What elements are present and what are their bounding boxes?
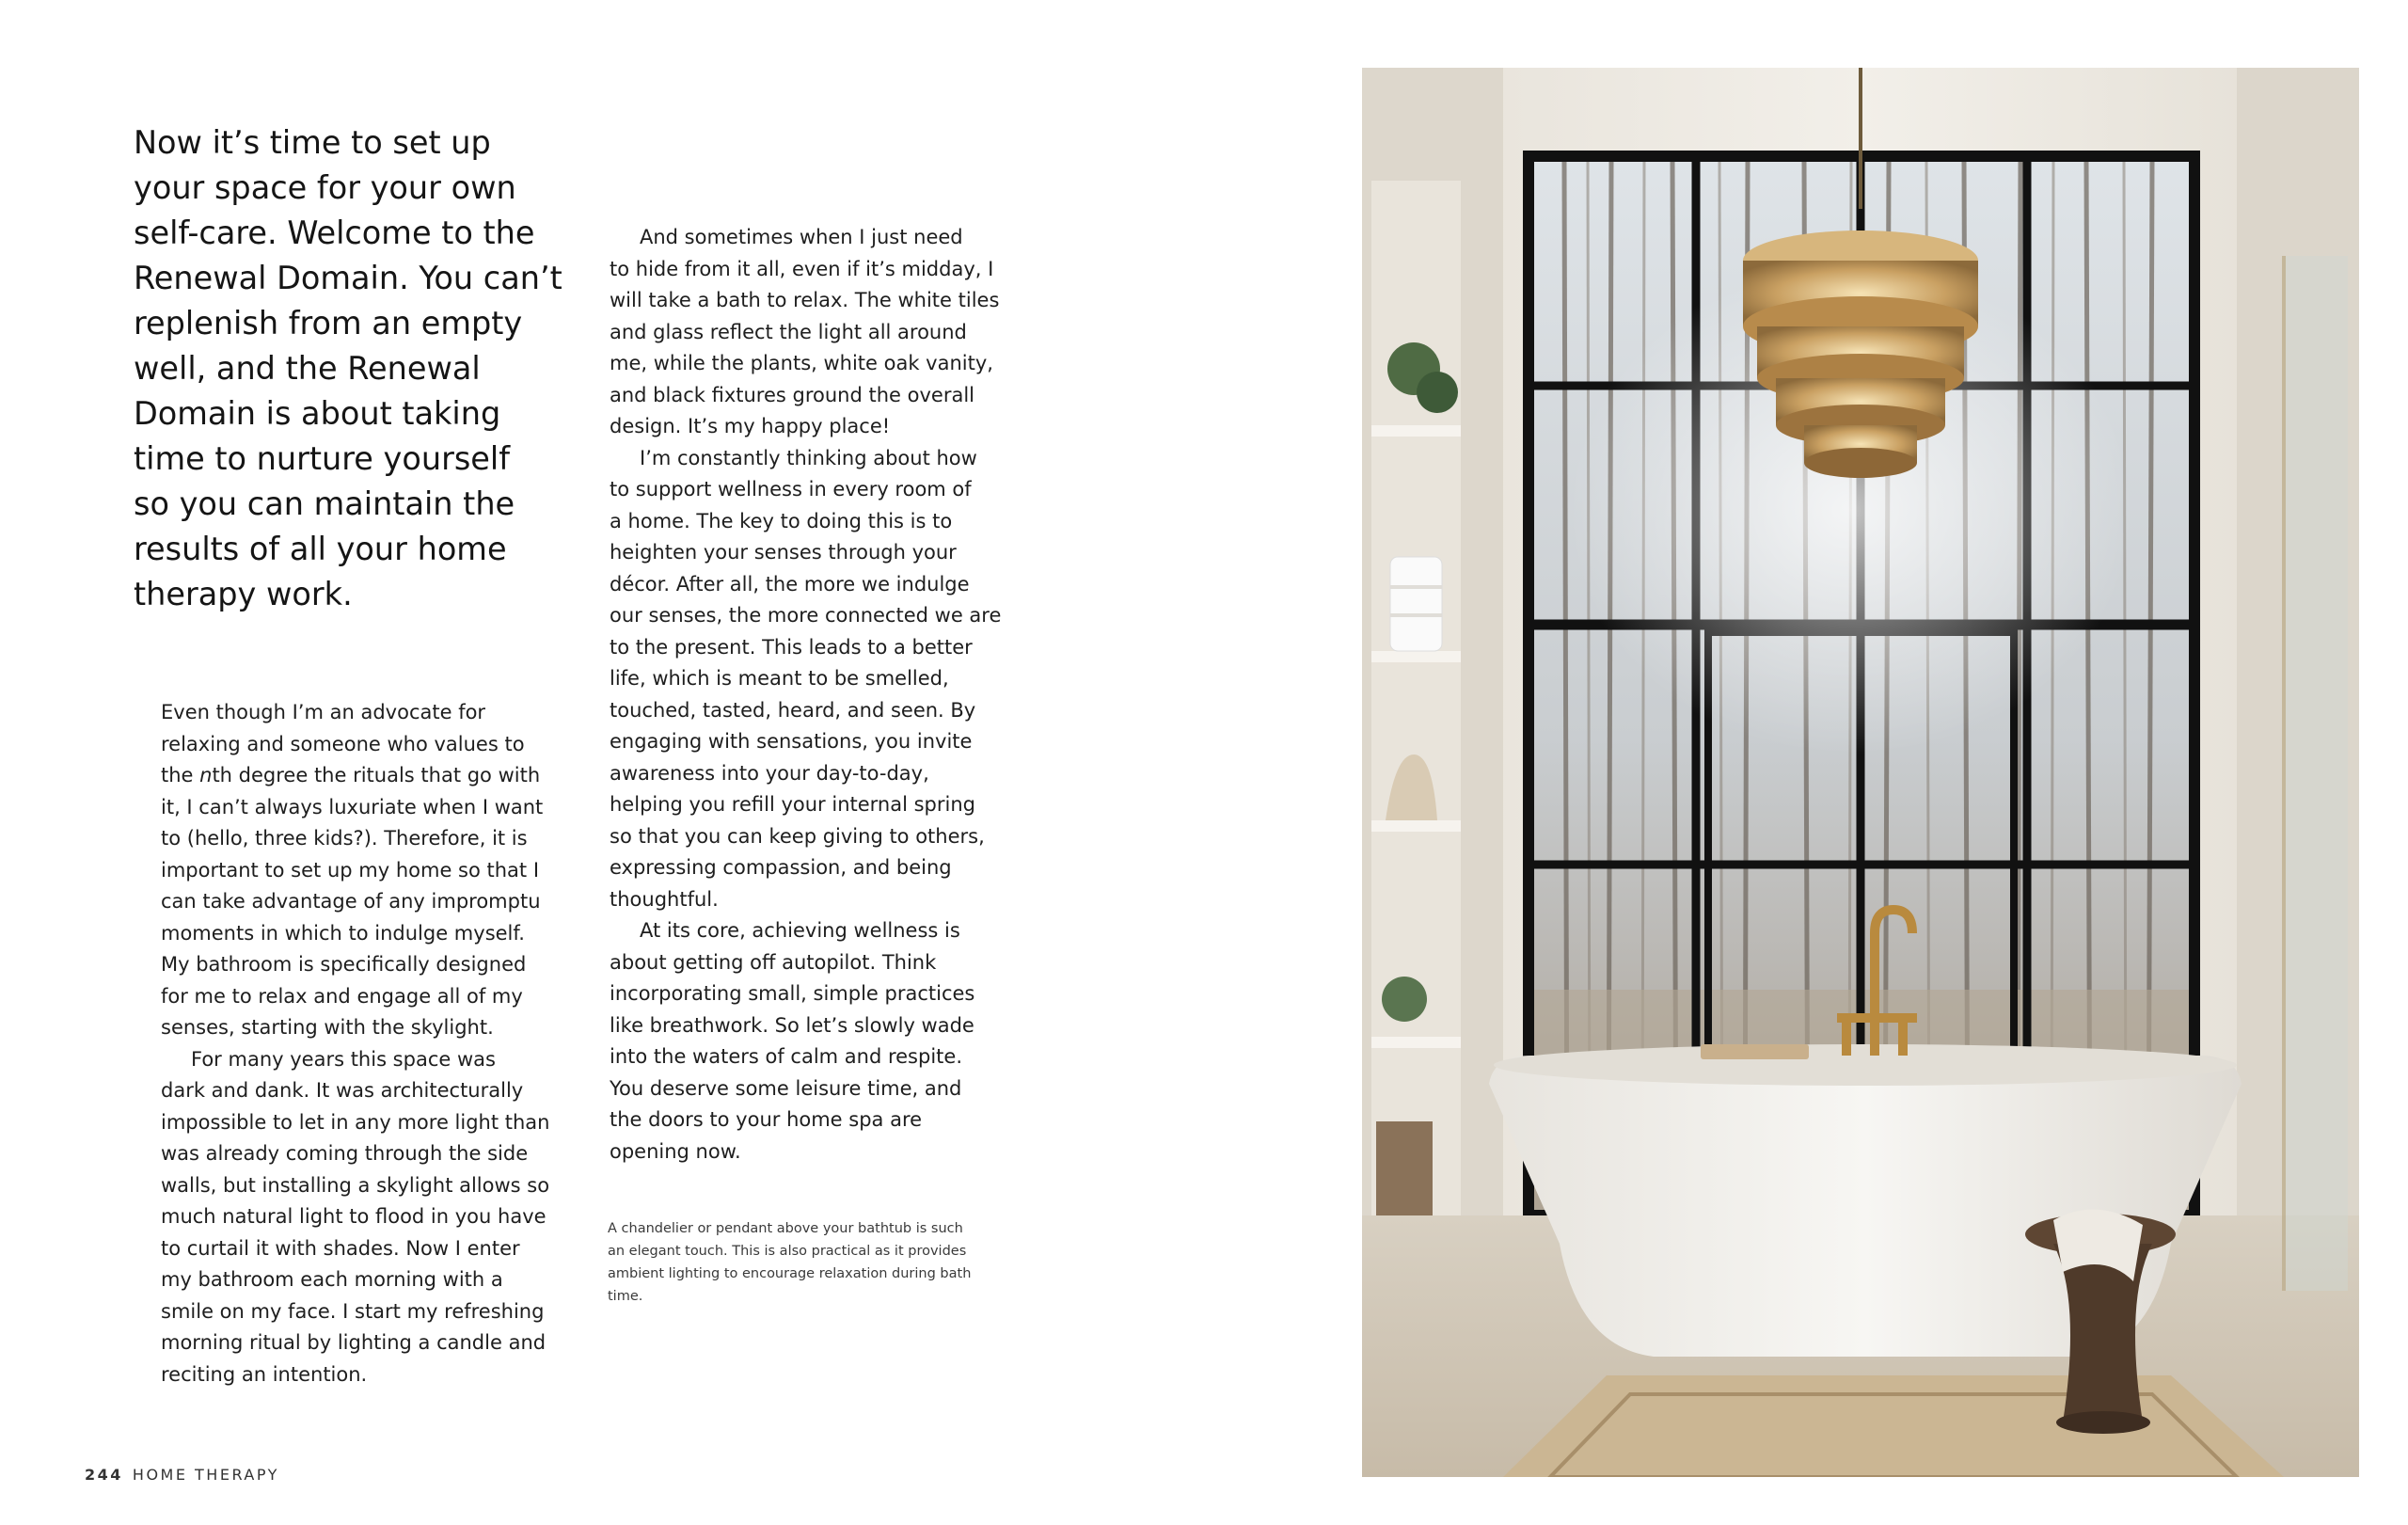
left-paragraph-1-part-a: Even though I’m an advocate for relaxing and someone who values to the (161, 701, 525, 786)
pull-quote: Now it’s time to set up your space for your own self-care. Welcome to the Renewal Domain. You can’t replenish from an empty well, and the Renewal Domain is about taking time to nurture yourself so you can maintain the results of all your home therapy work. (134, 124, 562, 612)
page-folio (85, 1466, 279, 1484)
middle-paragraph-3: At its core, achieving wellness is about getting off autopilot. Think incorporating small, simple practices like breathwork. So let’s slowly wade into the waters of calm and respite. You deserve some leisure time, and the doors to your home spa are opening now. (610, 919, 975, 1163)
middle-body-column (610, 222, 1023, 1168)
rug (1503, 1375, 2284, 1477)
page-number: 244 (85, 1466, 123, 1484)
running-head: HOME THERAPY (132, 1466, 279, 1484)
bathroom-illustration (1362, 68, 2359, 1477)
shelves (1371, 181, 1461, 1272)
left-paragraph-2: For many years this space was dark and dank. It was architecturally impossible to let in any more light than was already coming through the side walls, but installing a skylight allows so much natural light to flood in you have to curtail it with shades. Now I enter my bathroom each morning with a smile on my face. I start my refreshing morning ritual by lighting a candle and reciting an intention. (161, 1047, 550, 1386)
left-paragraph-1-italic: n (199, 764, 213, 786)
left-paragraph-1 (161, 697, 575, 1044)
middle-paragraph-1: And sometimes when I just need to hide from it all, even if it’s midday, I will take a bath to relax. The white tiles and glass reflect the light all around me, while the plants, white oak vanity, and black fixtures ground the overall design. It’s my happy place! (610, 226, 1000, 437)
bathroom-photo (1362, 68, 2359, 1477)
left-body-column (161, 697, 575, 1390)
middle-paragraph-2: I’m constantly thinking about how to support wellness in every room of a home. The key to doing this is to heighten your senses through your décor. After all, the more we indulge our senses, the more connected we are to the present. This leads to a better life, which is meant to be smelled, touched, tasted, heard, and seen. By engaging with sensations, you invite awareness into your day-to-day, helping you refill your internal spring so that you can keep giving to others, expressing compassion, and being thoughtful. (610, 446, 1002, 911)
left-paragraph-1-part-b: th degree the rituals that go with it, I can’t always luxuriate when I want to (hello, three kids?). Therefore, it is important to set up my home so that I can take advantage of any impromptu moments in which to indulge myself. My bathroom is specifically designed for me to relax and engage all of my senses, starting with the skylight. (161, 764, 544, 1039)
photo-caption: A chandelier or pendant above your bathtub is such an elegant touch. This is also practical as it provides ambient lighting to encourage relaxation during bath time. (608, 1221, 972, 1304)
